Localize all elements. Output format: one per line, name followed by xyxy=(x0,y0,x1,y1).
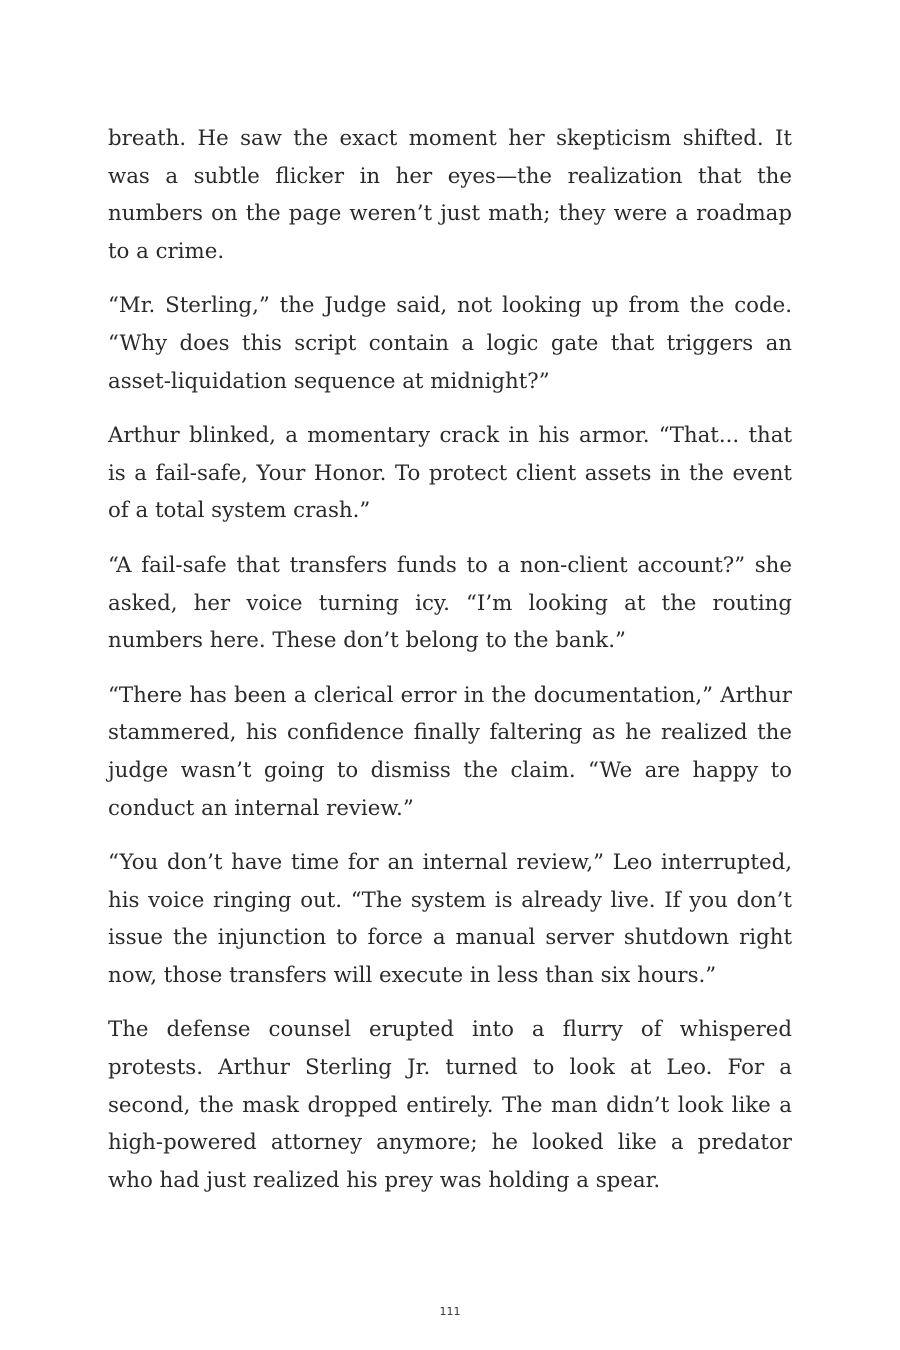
paragraph: “There has been a clerical error in the documentation,” Arthur stammered, his confidence finally faltering as he realized the judge wasn’t going to dismiss the claim. “We are happy to conduct an internal review.” xyxy=(108,682,792,821)
paragraph: Arthur blinked, a momentary crack in his armor. “That... that is a fail-safe, Your Honor. To protect client assets in the event of a total system crash.” xyxy=(108,423,792,524)
body-text xyxy=(108,120,792,1216)
paragraph: “Mr. Sterling,” the Judge said, not looking up from the code. “Why does this script contain a logic gate that triggers an asset-liquidation sequence at midnight?” xyxy=(108,293,792,394)
paragraph: “A fail-safe that transfers funds to a non-client account?” she asked, her voice turning icy. “I’m looking at the routing numbers here. These don’t belong to the bank.” xyxy=(108,552,792,654)
paragraph: The defense counsel erupted into a flurry of whispered protests. Arthur Sterling Jr. turned to look at Leo. For a second, the mask dropped entirely. The man didn’t look like a high-powered attorney anymore; he looked like a predator who had just realized his prey was holding a spear. xyxy=(108,1017,792,1193)
paragraph: “You don’t have time for an internal review,” Leo interrupted, his voice ringing out. “The system is already live. If you don’t issue the injunction to force a manual server shutdown right now, those transfers will execute in less than six hours.” xyxy=(108,850,792,988)
paragraph: breath. He saw the exact moment her skepticism shifted. It was a subtle flicker in her eyes—the realization that the numbers on the page weren’t just math; they were a roadmap to a crime. xyxy=(108,126,792,264)
page-number: 111 xyxy=(439,1305,461,1318)
